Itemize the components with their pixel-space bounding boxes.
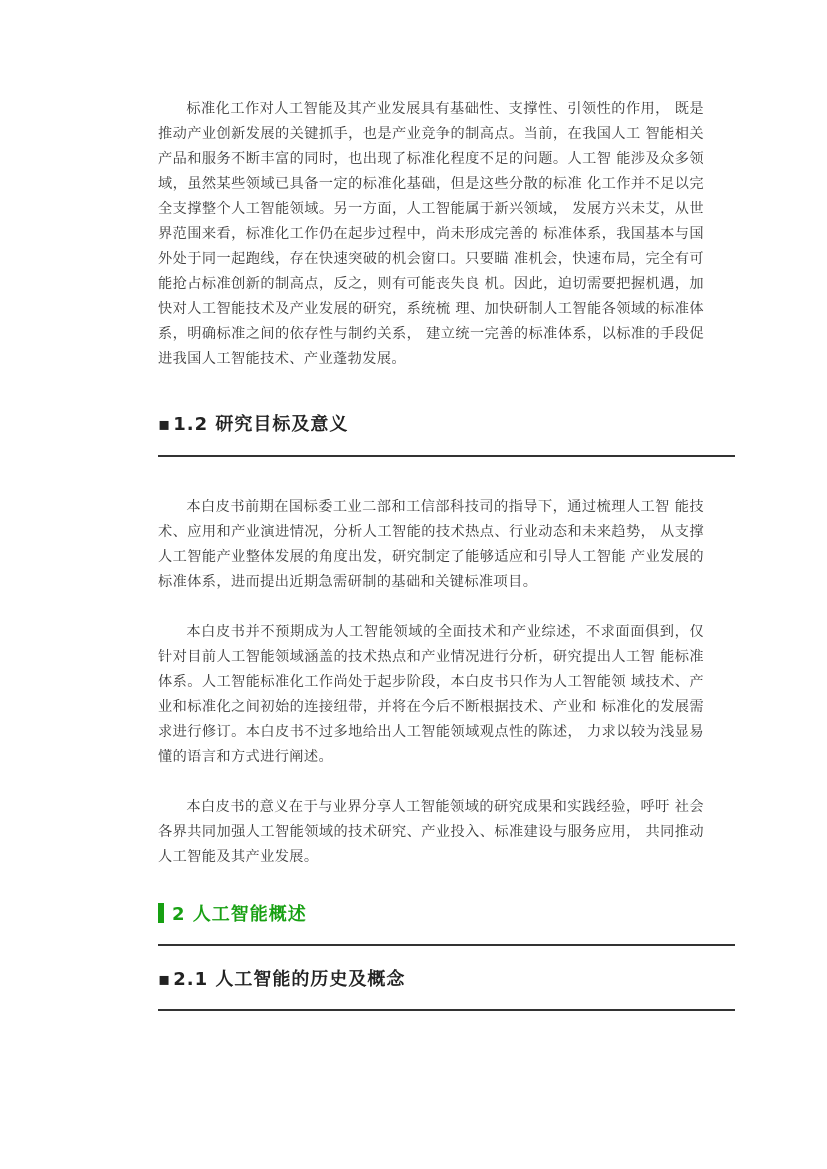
chapter-heading-2-text: 2 人工智能概述 bbox=[172, 904, 307, 925]
heading-divider bbox=[158, 1009, 735, 1011]
heading-divider bbox=[158, 455, 735, 457]
section-heading-1-2-text: 1.2 研究目标及意义 bbox=[173, 414, 349, 435]
green-bar-icon bbox=[158, 903, 164, 923]
paragraph-1: 标准化工作对人工智能及其产业发展具有基础性、支撑性、引领性的作用， 既是推动产业创新发展的关键抓手，也是产业竞争的制高点。当前，在我国人工 智能相关产品和服务不断丰富的同时，也出现了标准化程度不足的问题。人工智 能涉及众多领域，虽然某些领域已具备一定的标准化基础，但是这些分散的标准 化工作并不足以完全支撑整个人工智能领域。另一方面，人工智能属于新兴领域， 发展方兴未艾，从世界范围来看，标准化工作仍在起步过程中，尚未形成完善的 标准体系，我国基本与国外处于同一起跑线，存在快速突破的机会窗口。只要瞄 准机会，快速布局，完全有可能抢占标准创新的制高点，反之，则有可能丧失良 机。因此，迫切需要把握机遇，加快对人工智能技术及产业发展的研究，系统梳 理、加快研制人工智能各领域的标准体系，明确标准之间的依存性与制约关系， 建立统一完善的标准体系，以标准的手段促进我国人工智能技术、产业蓬勃发展。 bbox=[158, 101, 704, 367]
section-heading-1-2 bbox=[158, 410, 348, 436]
paragraph-4: 本白皮书的意义在于与业界分享人工智能领域的研究成果和实践经验，呼吁 社会各界共同加强人工智能领域的技术研究、产业投入、标准建设与服务应用， 共同推动人工智能及其产业发展。 bbox=[158, 799, 704, 865]
section-heading-2-1 bbox=[158, 965, 405, 991]
section-heading-2-1-text: 2.1 人工智能的历史及概念 bbox=[173, 969, 406, 990]
bullet-icon: ▪ bbox=[158, 414, 172, 435]
bullet-icon: ▪ bbox=[158, 969, 172, 990]
paragraph-2: 本白皮书前期在国标委工业二部和工信部科技司的指导下，通过梳理人工智 能技术、应用和产业演进情况，分析人工智能的技术热点、行业动态和未来趋势， 从支撑人工智能产业整体发展的角度出发，研究制定了能够适应和引导人工智能 产业发展的标准体系，进而提出近期急需研制的基础和关键标准项目。 bbox=[158, 499, 704, 590]
paragraph-3: 本白皮书并不预期成为人工智能领域的全面技术和产业综述，不求面面俱到，仅针对目前人工智能领域涵盖的技术热点和产业情况进行分析，研究提出人工智 能标准体系。人工智能标准化工作尚处于起步阶段，本白皮书只作为人工智能领 域技术、产业和标准化之间初始的连接纽带，并将在今后不断根据技术、产业和 标准化的发展需求进行修订。本白皮书不过多地给出人工智能领域观点性的陈述， 力求以较为浅显易懂的语言和方式进行阐述。 bbox=[158, 624, 704, 765]
heading-divider bbox=[158, 944, 735, 946]
chapter-heading-2 bbox=[158, 900, 307, 926]
